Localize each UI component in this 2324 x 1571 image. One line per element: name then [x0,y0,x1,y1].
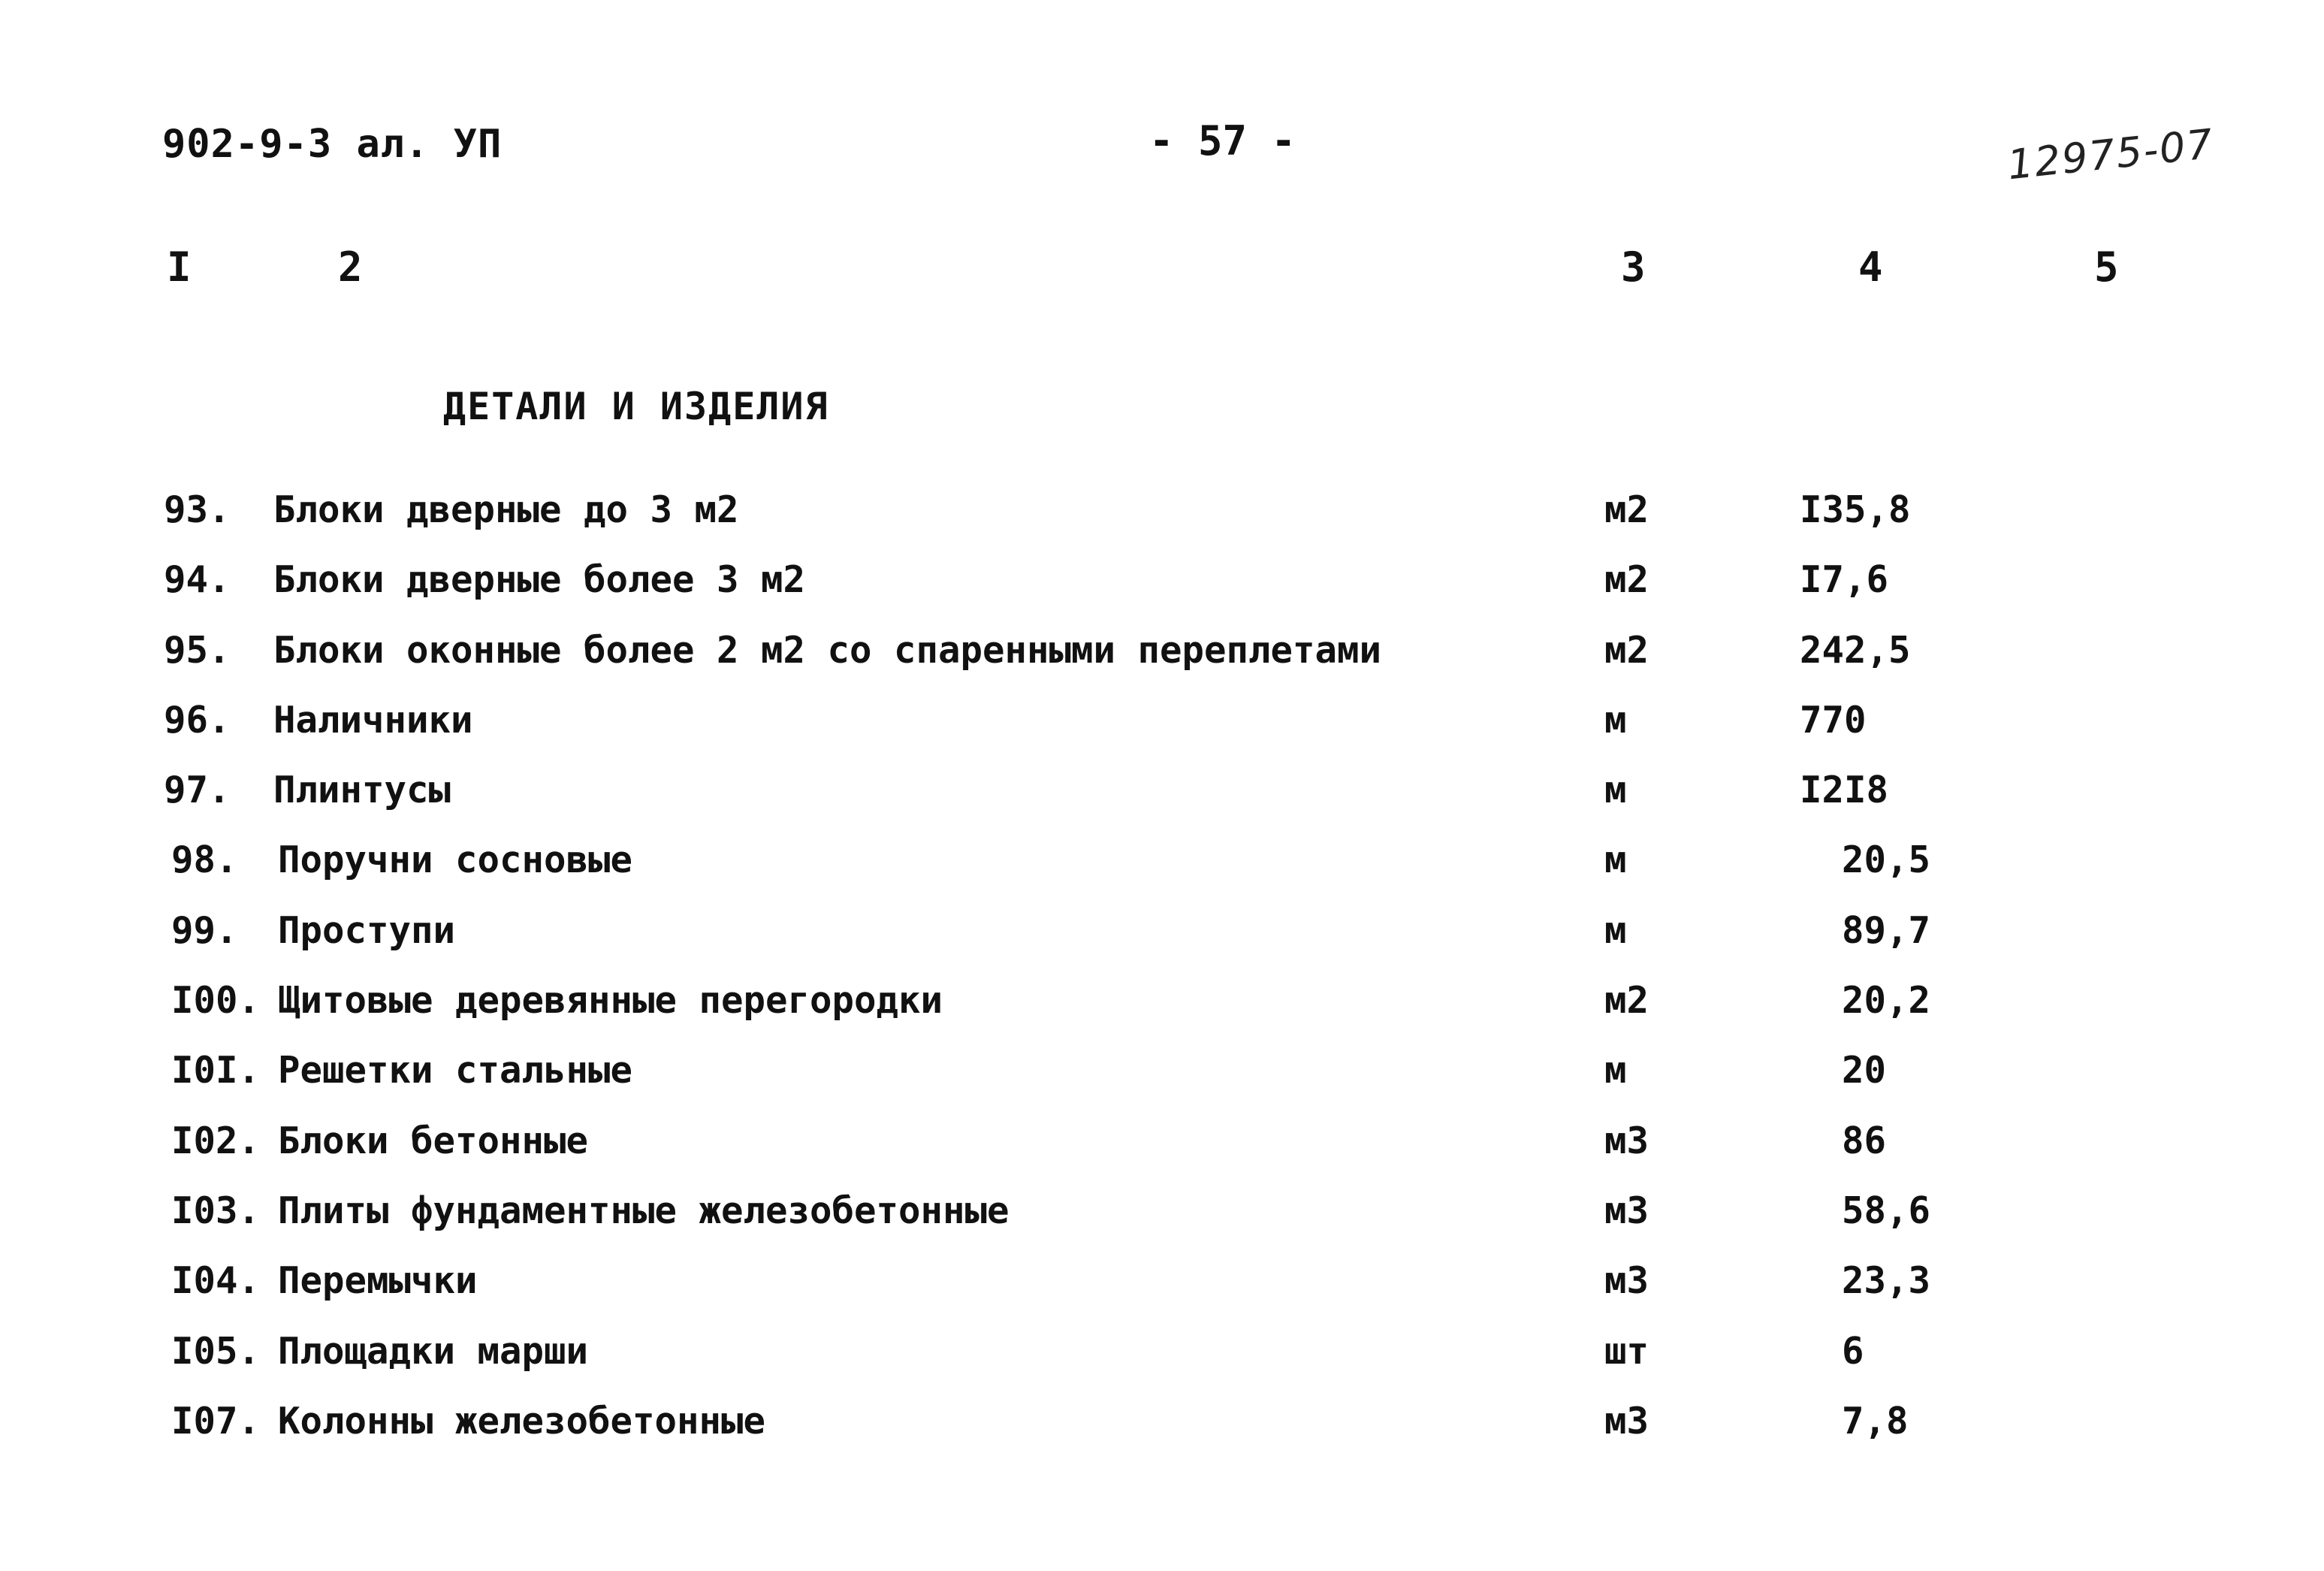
row-quantity: I35,8 [1800,488,1911,531]
row-name: Поручни сосновые [278,838,633,882]
table-row [0,1049,2324,1119]
table-row [0,488,2324,558]
row-name: Проступи [278,908,456,952]
column-number-4: 4 [1858,243,1883,291]
row-name: Блоки бетонные [278,1119,589,1162]
row-unit: шт [1604,1329,1649,1373]
table-row [0,1119,2324,1189]
row-name: Колонны железобетонные [278,1399,766,1443]
table-row [0,979,2324,1049]
row-quantity: 58,6 [1842,1189,1931,1232]
row-quantity: 89,7 [1842,908,1931,952]
row-number: I00. [171,979,261,1023]
row-number: 98. [171,838,238,882]
row-quantity: 6 [1842,1329,1864,1373]
row-quantity: 23,3 [1842,1259,1931,1303]
row-unit: м [1604,1049,1627,1092]
row-unit: м [1604,838,1627,882]
row-unit: м3 [1604,1189,1649,1232]
row-number: I0I. [171,1049,261,1092]
row-number: I03. [171,1189,261,1232]
row-unit: м3 [1604,1399,1649,1443]
row-unit: м2 [1604,488,1649,531]
row-quantity: 770 [1800,698,1867,742]
row-quantity: I7,6 [1800,558,1889,602]
row-name: Щитовые деревянные перегородки [278,979,943,1023]
row-name: Блоки дверные до 3 м2 [273,488,739,531]
row-name: Плиты фундаментные железобетонные [278,1189,1010,1232]
document-code: 902-9-3 ал. УП [162,122,503,167]
table-row [0,1189,2324,1259]
row-quantity: 20,2 [1842,979,1931,1023]
column-number-3: 3 [1621,243,1646,291]
row-unit: м2 [1604,558,1649,602]
row-name: Площадки марши [278,1329,589,1373]
row-name: Плинтусы [273,769,451,812]
row-unit: м [1604,908,1627,952]
row-quantity: 20,5 [1842,838,1931,882]
row-name: Перемычки [278,1259,478,1303]
row-number: 93. [164,488,231,531]
row-quantity: 242,5 [1800,628,1911,672]
table-row [0,699,2324,769]
row-quantity: 86 [1842,1119,1887,1162]
row-quantity: 20 [1842,1049,1887,1092]
row-unit: м2 [1604,979,1649,1023]
items-table [0,488,2324,1470]
table-row [0,629,2324,699]
row-number: 99. [171,908,238,952]
section-title: ДЕТАЛИ И ИЗДЕЛИЯ [443,385,829,428]
row-unit: м2 [1604,628,1649,672]
row-name: Наличники [273,698,473,742]
row-quantity: 7,8 [1842,1399,1909,1443]
row-number: 94. [164,558,231,602]
row-name: Блоки дверные более 3 м2 [273,558,806,602]
table-row [0,838,2324,908]
row-name: Решетки стальные [278,1049,633,1092]
row-number: I07. [171,1399,261,1443]
row-number: 95. [164,628,231,672]
row-number: I02. [171,1119,261,1162]
column-number-1: I [167,243,192,291]
row-quantity: I2I8 [1800,769,1889,812]
row-name: Блоки оконные более 2 м2 со спаренными переплетами [273,628,1382,672]
row-number: 96. [164,698,231,742]
page-number: - 57 - [1149,117,1296,165]
row-unit: м3 [1604,1119,1649,1162]
row-unit: м3 [1604,1259,1649,1303]
column-number-2: 2 [338,243,363,291]
row-unit: м [1604,769,1627,812]
column-number-5: 5 [2094,243,2119,291]
handwritten-doc-number: 12975-07 [2005,119,2217,189]
table-row [0,1330,2324,1400]
table-row [0,1259,2324,1329]
row-number: I05. [171,1329,261,1373]
row-number: 97. [164,769,231,812]
table-row [0,909,2324,979]
row-unit: м [1604,698,1627,742]
row-number: I04. [171,1259,261,1303]
table-row [0,558,2324,628]
table-row [0,1400,2324,1470]
table-row [0,769,2324,838]
